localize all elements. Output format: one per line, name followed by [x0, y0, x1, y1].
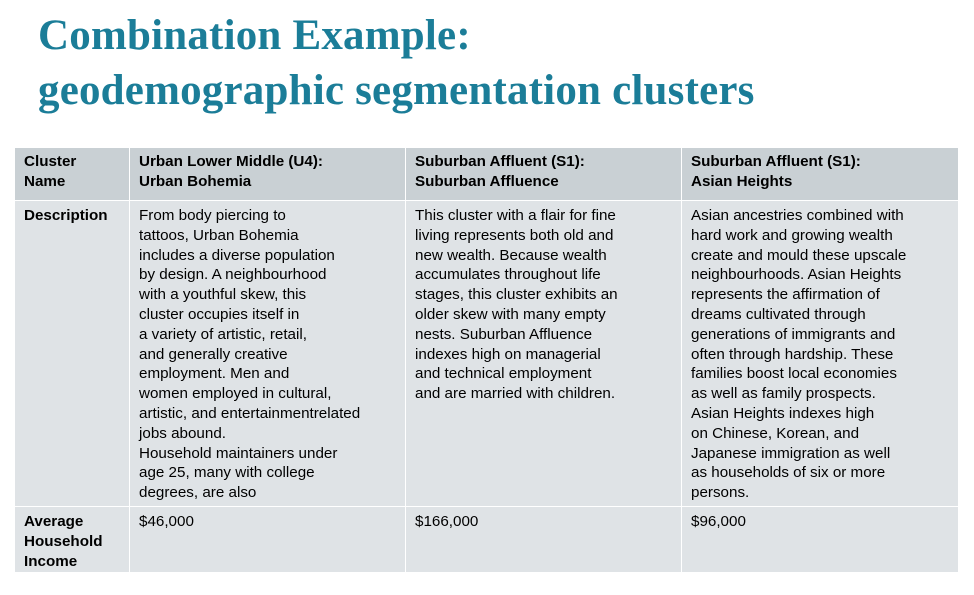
description-line: Household maintainers under: [139, 444, 338, 462]
description-line: stages, this cluster exhibits an: [415, 286, 618, 304]
description-line: and technical employment: [415, 365, 592, 383]
cluster-title: Asian Heights: [691, 172, 793, 190]
income-asian-heights: $96,000: [682, 507, 959, 573]
cluster-title: Suburban Affluence: [415, 172, 559, 190]
income-label-line: Average: [24, 513, 84, 530]
description-line: by design. A neighbourhood: [139, 266, 327, 284]
cluster-name-label-line: Name: [24, 172, 66, 190]
description-line: on Chinese, Korean, and: [691, 424, 860, 442]
slide-title: [38, 8, 755, 118]
cluster-name-label: [15, 148, 130, 201]
description-line: generations of immigrants and: [691, 325, 896, 343]
description-asian-heights: [682, 201, 959, 507]
description-line: living represents both old and: [415, 226, 614, 244]
description-row: [15, 201, 959, 507]
description-line: neighbourhoods. Asian Heights: [691, 266, 902, 284]
description-line: From body piercing to: [139, 207, 286, 224]
description-line: nests. Suburban Affluence: [415, 325, 593, 343]
description-line: often through hardship. These: [691, 345, 894, 363]
cluster-code: Suburban Affluent (S1):: [691, 153, 861, 170]
description-line: employment. Men and: [139, 365, 290, 383]
description-line: dreams cultivated through: [691, 305, 866, 323]
description-line: jobs abound.: [139, 424, 226, 442]
description-line: create and mould these upscale: [691, 246, 907, 264]
description-label: Description: [15, 201, 130, 507]
description-line: Asian ancestries combined with: [691, 207, 904, 224]
description-line: includes a diverse population: [139, 246, 335, 264]
description-line: and are married with children.: [415, 385, 616, 403]
description-line: artistic, and entertainmentrelated: [139, 404, 361, 422]
cluster-table: [14, 147, 959, 573]
income-label: [15, 507, 130, 573]
income-suburban-affluence: $166,000: [406, 507, 682, 573]
description-line: cluster occupies itself in: [139, 305, 300, 323]
description-line: represents the affirmation of: [691, 286, 880, 304]
cluster-name-label-line: Cluster: [24, 153, 77, 170]
description-line: age 25, many with college: [139, 464, 315, 482]
description-line: older skew with many empty: [415, 305, 606, 323]
description-line: persons.: [691, 484, 750, 502]
income-urban-bohemia: $46,000: [130, 507, 406, 573]
description-line: indexes high on managerial: [415, 345, 601, 363]
description-line: accumulates throughout life: [415, 266, 601, 284]
description-suburban-affluence: [406, 201, 682, 507]
description-line: degrees, are also: [139, 484, 257, 502]
description-line: Japanese immigration as well: [691, 444, 891, 462]
description-line: as households of six or more: [691, 464, 886, 482]
description-line: hard work and growing wealth: [691, 226, 893, 244]
slide-title-line-1: Combination Example:: [38, 12, 471, 59]
description-line: tattoos, Urban Bohemia: [139, 226, 299, 244]
cluster-name-row: [15, 148, 959, 201]
description-line: This cluster with a flair for fine: [415, 207, 616, 224]
income-label-line: Income: [24, 552, 78, 570]
cluster-title: Urban Bohemia: [139, 172, 252, 190]
income-label-line: Household: [24, 532, 103, 550]
description-line: a variety of artistic, retail,: [139, 325, 307, 343]
description-line: as well as family prospects.: [691, 385, 876, 403]
cluster-code: Suburban Affluent (S1):: [415, 153, 585, 170]
description-line: with a youthful skew, this: [139, 286, 307, 304]
slide-title-line-2: geodemographic segmentation clusters: [38, 67, 755, 114]
cluster-code: Urban Lower Middle (U4):: [139, 153, 323, 170]
cluster-name-suburban-affluence: [406, 148, 682, 201]
description-line: Asian Heights indexes high: [691, 404, 875, 422]
description-line: families boost local economies: [691, 365, 897, 383]
description-line: women employed in cultural,: [139, 385, 332, 403]
cluster-name-asian-heights: [682, 148, 959, 201]
income-row: [15, 507, 959, 573]
description-line: and generally creative: [139, 345, 288, 363]
description-line: new wealth. Because wealth: [415, 246, 607, 264]
description-urban-bohemia: [130, 201, 406, 507]
cluster-name-urban-bohemia: [130, 148, 406, 201]
